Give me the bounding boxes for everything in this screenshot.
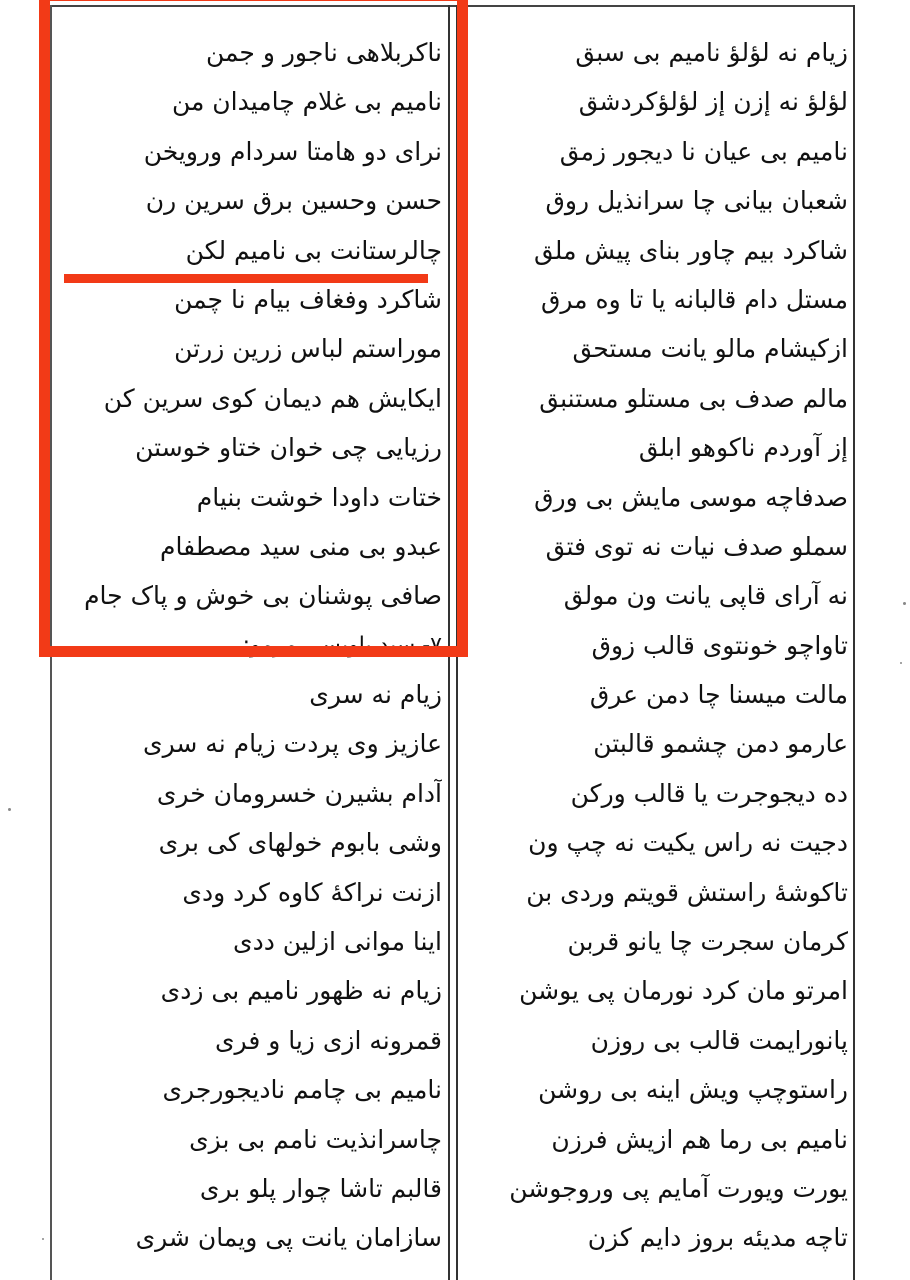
poem-title: زیام نه سری [309, 680, 442, 710]
verse-line: زیام نه ظهور نامیم بی زدی [160, 976, 442, 1006]
scan-speck [42, 1238, 44, 1240]
scan-speck [8, 808, 11, 811]
verse-line: قالبم تاشا چوار پلو بری [199, 1173, 442, 1203]
verse-line: موراستم لباس زرین زرتن [174, 334, 442, 364]
left-column-border [50, 5, 52, 1280]
verse-line: تاواچو خونتوی قالب زوق [591, 630, 848, 660]
verse-line: لؤلؤ نه إزن إز لؤلؤکردشق [578, 87, 848, 117]
verse-line: ایکایش هم دیمان کوی سرین کن [103, 383, 442, 413]
column-divider-right-line [456, 5, 458, 1280]
verse-line: عازیز وی پردت زیام نه سری [143, 729, 442, 759]
verse-line: تاچه مدیئه بروز دایم کزن [587, 1223, 848, 1253]
verse-line: یورت ویورت آمایم پی وروجوشن [509, 1173, 848, 1203]
verse-line: ازنت نراکهٔ کاوه کرد ودی [182, 877, 442, 907]
verse-line: پانورایمت قالب بی روزن [590, 1025, 848, 1055]
verse-line: عارمو دمن چشمو قالبتن [593, 729, 848, 759]
verse-line: ناکربلاهی ناجور و جمن [205, 38, 442, 67]
verse-line: مستل دام قالبانه یا تا وه مرق [540, 284, 848, 314]
verse-line: نامیم بی رما هم ازیش فرزن [551, 1124, 848, 1154]
scan-speck [903, 602, 906, 605]
verse-line: شاکرد بیم چاور بنای پیش ملق [533, 235, 848, 265]
scan-speck [900, 662, 902, 664]
verse-line: اینا موانی ازلین ددی [233, 927, 442, 957]
right-column-border [853, 5, 855, 1280]
verse-line: حسن وحسین برق سرین رن [145, 186, 442, 216]
verse-line: راستوچپ ویش اینه بی روشن [538, 1075, 848, 1105]
verse-line: رزیایی چی خوان ختاو خوستن [135, 433, 442, 463]
top-border-rule [50, 5, 855, 7]
verse-line: صدفاچه موسی مایش بی ورق [534, 482, 848, 512]
section-heading: ٧- سید باویسی مرمو: [242, 632, 442, 658]
verse-line: دجیت نه راس یکیت نه چپ ون [528, 828, 848, 858]
verse-line: امرتو مان کرد نورمان پی یوشن [519, 976, 848, 1006]
verse-line: چالرستانت بی نامیم لکن [185, 235, 442, 265]
verse-line: تاکوشهٔ راستش قویتم وردی بن [526, 877, 848, 907]
verse-line: ختات داودا خوشت بنیام [196, 482, 442, 512]
verse-line: إز آوردم ناکوهو ابلق [638, 433, 848, 463]
verse-line: نه آرای قاپی یانت ون مولق [563, 581, 848, 611]
verse-line: نرای دو هامتا سردام ورویخن [143, 136, 442, 166]
right-poem-column [462, 28, 848, 1263]
verse-line: وشی بابوم خولهای کی بری [158, 828, 442, 858]
verse-line: نامیم بی غلام چامیدان من [171, 87, 442, 117]
verse-line: چاسرانذیت نامم بی بزی [189, 1124, 442, 1154]
verse-line: زیام نه لؤلؤ نامیم بی سبق [575, 38, 848, 67]
verse-line: شعبان بیانی چا سرانذیل روق [545, 186, 848, 216]
verse-line: آدام بشیرن خسرومان خری [156, 778, 442, 808]
verse-line: مالت میسنا چا دمن عرق [589, 680, 848, 710]
verse-line: ازکیشام مالو یانت مستحق [572, 334, 848, 364]
verse-line: سازامان یانت پی ویمان شری [135, 1223, 442, 1253]
column-divider-left-line [448, 5, 450, 1280]
left-poem-column [56, 28, 442, 1263]
verse-line: صافی پوشنان بی خوش و پاک جام [84, 581, 442, 611]
verse-line: نامیم بی چامم نادیجورجری [162, 1075, 442, 1105]
red-underline-mark [64, 274, 428, 283]
verse-line: کرمان سجرت چا یانو قربن [567, 927, 848, 957]
verse-line: ده دیجوجرت یا قالب ورکن [570, 778, 848, 808]
verse-line: نامیم بی عیان نا دیجور زمق [559, 136, 848, 166]
verse-line: عبدو بی منی سید مصطفام [160, 531, 442, 561]
verse-line: سملو صدف نیات نه توی فتق [545, 531, 848, 561]
verse-line: شاکرد وفغاف بیام نا چمن [174, 284, 442, 314]
verse-line: مالم صدف بی مستلو مستنبق [539, 383, 848, 413]
verse-line: قمرونه ازی زیا و فری [214, 1025, 442, 1055]
